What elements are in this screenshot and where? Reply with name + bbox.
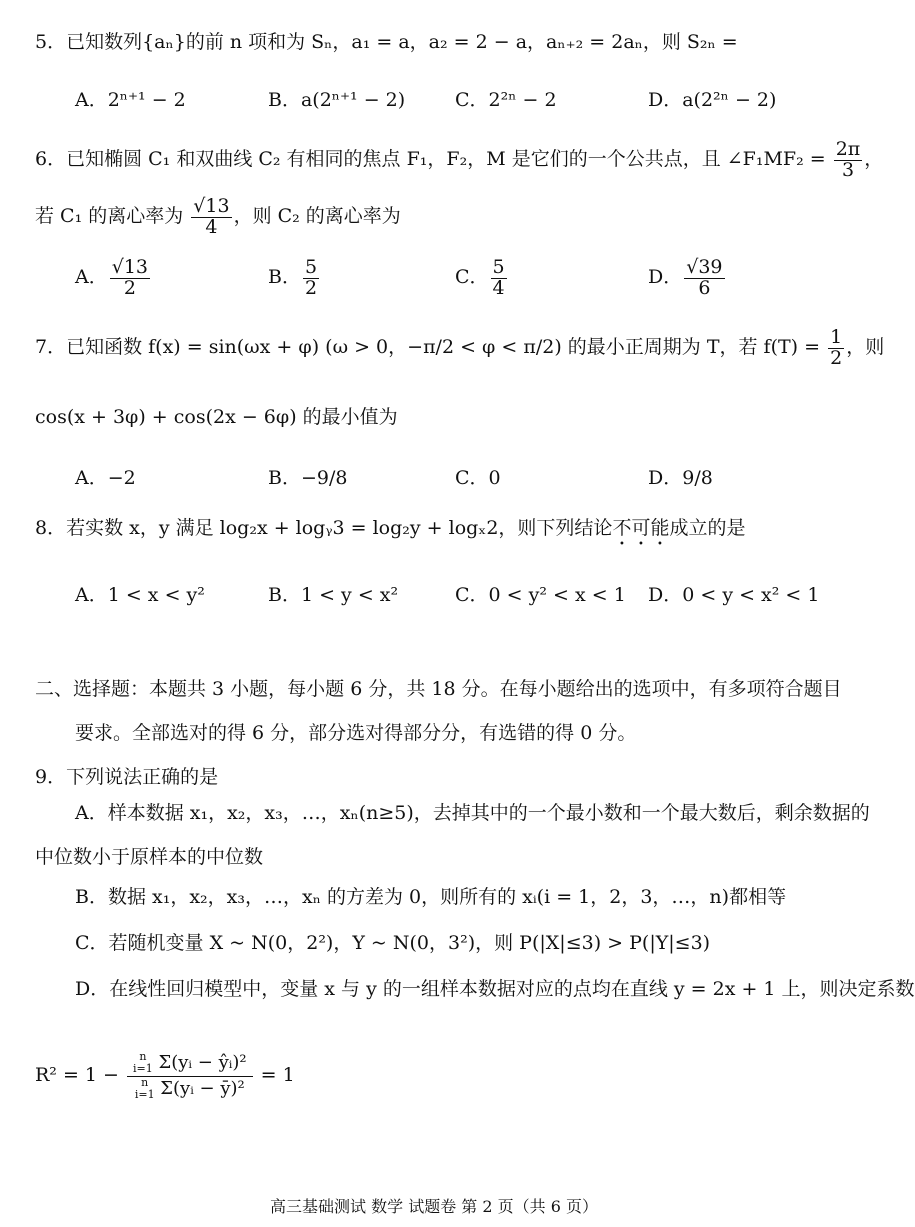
q7-option-a-label: A． <box>75 467 108 489</box>
q5-stem: 5．已知数列{aₙ}的前 n 项和为 Sₙ，a₁ = a，a₂ = 2 − a，aₙ₊₂ = 2aₙ，则 S₂ₙ = <box>35 31 738 53</box>
q9-option-d-formula <box>35 1025 295 1125</box>
q7-option-c[interactable] <box>455 458 501 498</box>
q8-options <box>0 575 868 615</box>
page-footer: 高三基础测试 数学 试题卷 第 2 页（共 6 页） <box>270 1197 598 1216</box>
q8-option-a[interactable]: A．1 < x < y² <box>75 584 205 606</box>
formula-num-text: Σ(yᵢ − ŷᵢ)² <box>158 1052 247 1074</box>
q9-option-d-line1[interactable]: D．在线性回归模型中，变量 x 与 y 的一组样本数据对应的点均在直线 y = 2x + 1 上，则决定系数 <box>75 978 915 1000</box>
q6-options <box>0 252 868 302</box>
q9-option-b[interactable]: B．数据 x₁，x₂，x₃，…，xₙ 的方差为 0，则所有的 xᵢ(i = 1，2，3，…，n)都相等 <box>75 886 787 908</box>
sum-limits-top <box>133 1051 153 1075</box>
q7-option-b-label: B． <box>268 467 301 489</box>
formula-fraction <box>127 1051 253 1100</box>
sum-upper-2: n <box>141 1075 149 1089</box>
q9-option-a-line2: 中位数小于原样本的中位数 <box>35 846 264 868</box>
q8-option-b[interactable]: B．1 < y < x² <box>268 584 399 606</box>
formula-lhs: R² = 1 − <box>35 1064 119 1086</box>
q6-option-d-den: 6 <box>698 276 711 299</box>
q6-option-c[interactable] <box>455 252 509 302</box>
q6-option-d-label: D． <box>648 266 683 288</box>
q7-stem-line2: cos(x + 3φ) + cos(2x − 6φ) 的最小值为 <box>35 406 398 428</box>
q6-ecc-num: √13 <box>193 194 230 217</box>
section2-heading-line1: 二、选择题：本题共 3 小题，每小题 6 分，共 18 分。在每小题给出的选项中，有多项符合题目 <box>35 678 842 700</box>
q7-option-a-text: −2 <box>107 467 136 489</box>
sum-lower-2: i=1 <box>134 1087 155 1101</box>
q7-option-c-text: 0 <box>488 467 501 489</box>
q6-option-b-den: 2 <box>304 276 318 299</box>
q6-stem-text: 6．已知椭圆 C₁ 和双曲线 C₂ 有相同的焦点 F₁，F₂，M 是它们的一个公共点，且 ∠F₁MF₂ = <box>35 148 826 170</box>
q6-angle-den: 3 <box>841 158 855 181</box>
q5-options <box>0 80 868 120</box>
q7-option-b-text: −9/8 <box>300 467 348 489</box>
q6-option-c-label: C． <box>455 266 489 288</box>
q7-stem-a2: 的最小正周期为 T，若 f(T) = <box>567 336 821 358</box>
sum-upper: n <box>139 1050 147 1064</box>
q7-ft-den: 2 <box>830 346 843 369</box>
q6-option-d-num: √39 <box>686 255 723 278</box>
q8-stem <box>35 513 745 550</box>
q6-option-d[interactable] <box>648 252 727 302</box>
section2-heading-line2: 要求。全部选对的得 6 分，部分选对得部分分，有选错的得 0 分。 <box>75 722 637 744</box>
q7-options <box>0 458 868 498</box>
q8-option-d[interactable]: D．0 < y < x² < 1 <box>648 584 820 606</box>
q7-option-d-label: D． <box>648 467 683 489</box>
q6-ecc-den: 4 <box>205 215 218 238</box>
q5-option-d[interactable]: D．a(2²ⁿ − 2) <box>648 89 777 111</box>
q6-stem-line1: 6．已知椭圆 C₁ 和双曲线 C₂ 有相同的焦点 F₁，F₂，M 是它们的一个公共点，且 ∠F₁MF₂ = $\frac{2\pi}{3}$ ， <box>35 137 884 181</box>
q6-stem-line2 <box>35 190 401 242</box>
q8-stem-emphasis: 不可能 <box>612 517 670 539</box>
formula-rhs: = 1 <box>260 1064 295 1086</box>
q6-stem-b-pre: 若 C₁ 的离心率为 <box>35 205 184 227</box>
q6-angle-num: 2π <box>835 137 861 160</box>
q6-option-b-label: B． <box>268 266 301 288</box>
q7-option-c-label: C． <box>455 467 489 489</box>
q6-option-b-num: 5 <box>304 255 318 278</box>
q6-option-a[interactable] <box>75 252 152 302</box>
q6-option-c-num: 5 <box>492 255 505 278</box>
q7-option-a[interactable] <box>75 458 136 498</box>
q7-stem-a: 7．已知函数 f(x) = sin(ωx + φ) <box>35 336 320 358</box>
q7-option-b[interactable] <box>268 458 347 498</box>
q8-stem-pre: 8．若实数 x，y 满足 log₂x + logᵧ3 = log₂y + logₓ2，则下列结论 <box>35 517 613 539</box>
q7-stem-a3: ，则 <box>846 336 885 358</box>
sum-lower: i=1 <box>133 1062 153 1076</box>
q6-angle-fraction <box>834 137 863 181</box>
formula-numerator <box>127 1051 253 1076</box>
q8-stem-post: 成立的是 <box>669 517 746 539</box>
q9-stem: 9．下列说法正确的是 <box>35 766 219 788</box>
q7-stem-line1 <box>35 322 884 372</box>
q7-ft-num: 1 <box>830 325 843 348</box>
q5-option-a[interactable]: A．2ⁿ⁺¹ − 2 <box>75 89 186 111</box>
formula-den-text: Σ(yᵢ − ȳ)² <box>160 1077 245 1099</box>
q6-stem-b-post: ，则 C₂ 的离心率为 <box>233 205 401 227</box>
q7-ft-fraction <box>828 325 844 369</box>
q7-condition: (ω > 0，−π/2 < φ < π/2) <box>325 336 562 358</box>
q6-option-a-den: 2 <box>123 276 136 299</box>
q9-option-a-line1[interactable]: A．样本数据 x₁，x₂，x₃，…，xₙ(n≥5)，去掉其中的一个最小数和一个最大数后，剩余数据的 <box>75 802 870 824</box>
q6-option-b[interactable] <box>268 252 321 302</box>
q9-option-c[interactable]: C．若随机变量 X ~ N(0，2²)，Y ~ N(0，3²)，则 P(|X|≤3) > P(|Y|≤3) <box>75 932 711 954</box>
q7-option-d[interactable] <box>648 458 713 498</box>
q5-option-b[interactable]: B．a(2ⁿ⁺¹ − 2) <box>268 89 406 111</box>
q8-option-c[interactable]: C．0 < y² < x < 1 <box>455 584 626 606</box>
q6-ecc-fraction <box>191 194 231 238</box>
q6-option-a-label: A． <box>75 266 108 288</box>
formula-denominator <box>127 1077 253 1101</box>
q6-option-c-den: 4 <box>492 276 505 299</box>
q7-option-d-text: 9/8 <box>682 467 713 489</box>
q6-option-a-num: √13 <box>111 255 149 278</box>
q5-option-c[interactable]: C．2²ⁿ − 2 <box>455 89 557 111</box>
sum-limits-bottom <box>135 1077 155 1101</box>
